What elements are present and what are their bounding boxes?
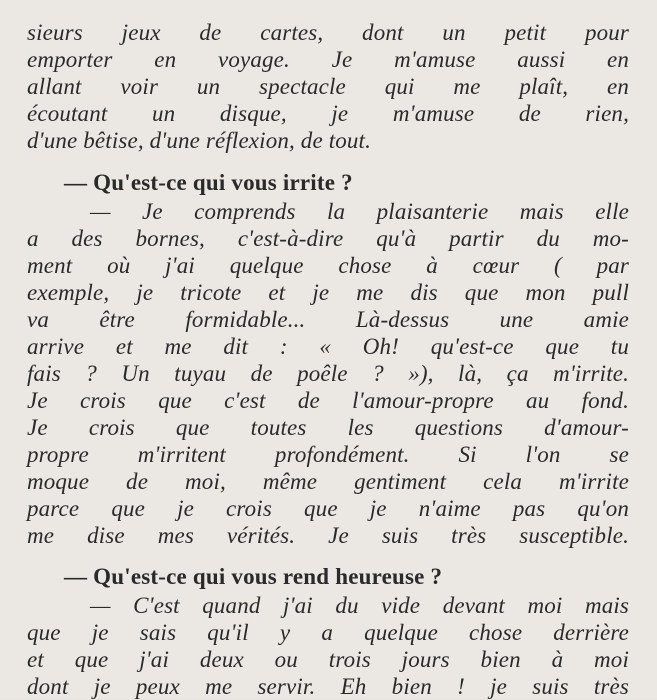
text-line: va être formidable... Là-dessus une amie: [27, 307, 629, 332]
text-line: Je crois que toutes les questions d'amour-: [27, 415, 629, 440]
text-line: dont je peux me servir. Eh bien ! je suis très: [27, 674, 629, 699]
text-line: sieurs jeux de cartes, dont un petit pour: [27, 20, 629, 45]
text-line: emporter en voyage. Je m'amuse aussi en: [27, 47, 629, 72]
text-line: et que j'ai deux ou trois jours bien à moi: [27, 647, 629, 672]
text-line: a des bornes, c'est-à-dire qu'à partir du mo-: [27, 226, 629, 251]
text-line: fais ? Un tuyau de poêle ? »), là, ça m'irrite.: [27, 361, 629, 386]
text-line: exemple, je tricote et je me dis que mon pull: [27, 280, 629, 305]
text-line: ment où j'ai quelque chose à cœur ( par: [27, 253, 629, 278]
text-line: allant voir un spectacle qui me plaît, en: [27, 74, 629, 99]
text-line: moque de moi, même gentiment cela m'irrite: [27, 469, 629, 494]
question-heading: — Qu'est-ce qui vous irrite ?: [64, 170, 353, 195]
text-line: écoutant un disque, je m'amuse de rien,: [27, 101, 629, 126]
text-line: — Je comprends la plaisanterie mais elle: [90, 199, 629, 224]
text-line: parce que je crois que je n'aime pas qu'on: [27, 496, 629, 521]
text-line: — C'est quand j'ai du vide devant moi mais: [90, 593, 629, 618]
text-line: d'une bêtise, d'une réflexion, de tout.: [27, 128, 371, 153]
text-line: me dise mes vérités. Je suis très susceptible.: [27, 523, 629, 548]
text-line: propre m'irritent profondément. Si l'on se: [27, 442, 629, 467]
text-line: arrive et me dit : « Oh! qu'est-ce que tu: [27, 334, 629, 359]
text-line: Je crois que c'est de l'amour-propre au fond.: [27, 388, 629, 413]
question-heading: — Qu'est-ce qui vous rend heureuse ?: [64, 564, 443, 589]
text-line: que je sais qu'il y a quelque chose derrière: [27, 620, 629, 645]
